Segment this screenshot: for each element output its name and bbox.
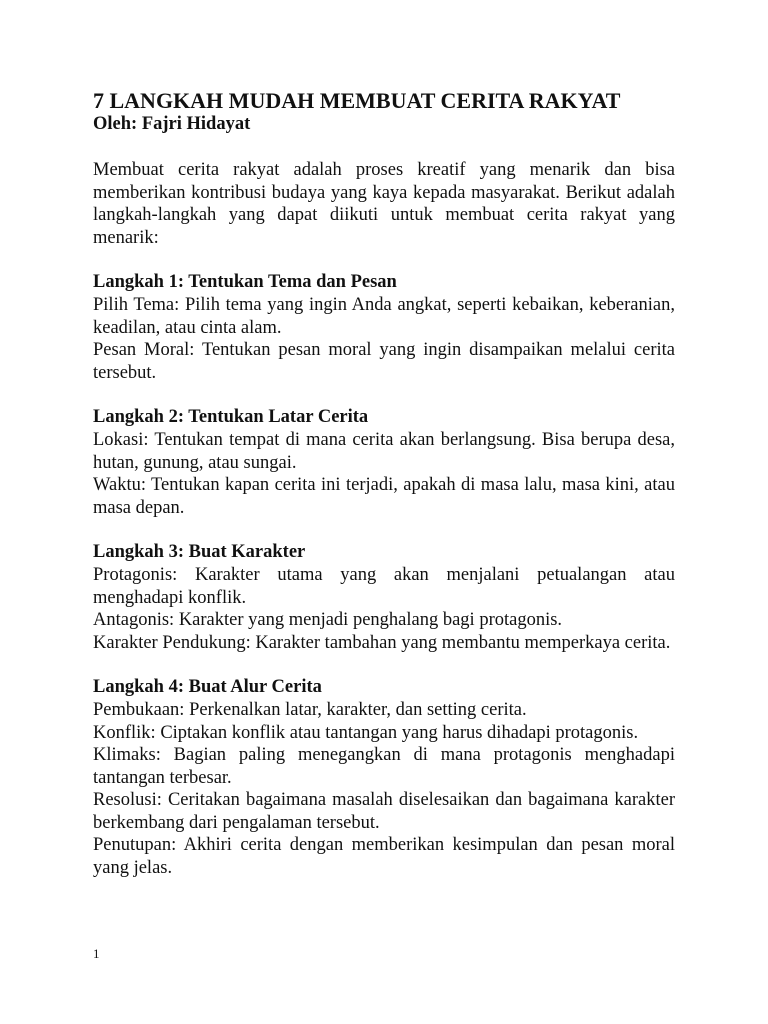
section-paragraph: Konflik: Ciptakan konflik atau tantangan yang harus dihadapi protagonis. <box>93 722 639 743</box>
section-step-4 <box>93 676 675 879</box>
section-paragraph: Klimaks: Bagian paling menegangkan di mana protagonis menghadapi tantangan terbesar. <box>93 745 675 788</box>
section-paragraph: Waktu: Tentukan kapan cerita ini terjadi, apakah di masa lalu, masa kini, atau masa depan. <box>93 475 675 518</box>
section-paragraph: Pilih Tema: Pilih tema yang ingin Anda angkat, seperti kebaikan, keberanian, keadilan, atau cinta alam. <box>93 295 675 338</box>
section-step-2 <box>93 406 675 519</box>
author-line: Oleh: Fajri Hidayat <box>93 114 251 134</box>
section-heading: Langkah 1: Tentukan Tema dan Pesan <box>93 272 397 292</box>
section-paragraph: Lokasi: Tentukan tempat di mana cerita akan berlangsung. Bisa berupa desa, hutan, gunung, atau sungai. <box>93 430 675 473</box>
section-paragraph: Pesan Moral: Tentukan pesan moral yang ingin disampaikan melalui cerita tersebut. <box>93 340 675 383</box>
section-paragraph: Penutupan: Akhiri cerita dengan memberikan kesimpulan dan pesan moral yang jelas. <box>93 835 675 878</box>
section-heading: Langkah 4: Buat Alur Cerita <box>93 677 322 697</box>
section-paragraph: Karakter Pendukung: Karakter tambahan yang membantu memperkaya cerita. <box>93 632 671 653</box>
section-step-1 <box>93 271 675 384</box>
section-paragraph: Pembukaan: Perkenalkan latar, karakter, dan setting cerita. <box>93 700 527 720</box>
section-paragraph: Protagonis: Karakter utama yang akan menjalani petualangan atau menghadapi konflik. <box>93 565 675 608</box>
section-step-3 <box>93 541 675 654</box>
document-page <box>93 88 675 901</box>
section-paragraph: Antagonis: Karakter yang menjadi penghalang bagi protagonis. <box>93 610 563 630</box>
section-heading: Langkah 3: Buat Karakter <box>93 542 306 562</box>
section-paragraph: Resolusi: Ceritakan bagaimana masalah diselesaikan dan bagaimana karakter berkembang dari pengalaman tersebut. <box>93 790 675 833</box>
section-heading: Langkah 2: Tentukan Latar Cerita <box>93 407 369 427</box>
page-number: 1 <box>93 946 100 961</box>
intro-paragraph: Membuat cerita rakyat adalah proses kreatif yang menarik dan bisa memberikan kontribusi budaya yang kaya kepada masyarakat. Berikut adalah langkah-langkah yang dapat diikuti untuk membuat cerita rakyat yang menarik: <box>93 160 675 248</box>
document-title: 7 LANGKAH MUDAH MEMBUAT CERITA RAKYAT <box>93 88 621 113</box>
